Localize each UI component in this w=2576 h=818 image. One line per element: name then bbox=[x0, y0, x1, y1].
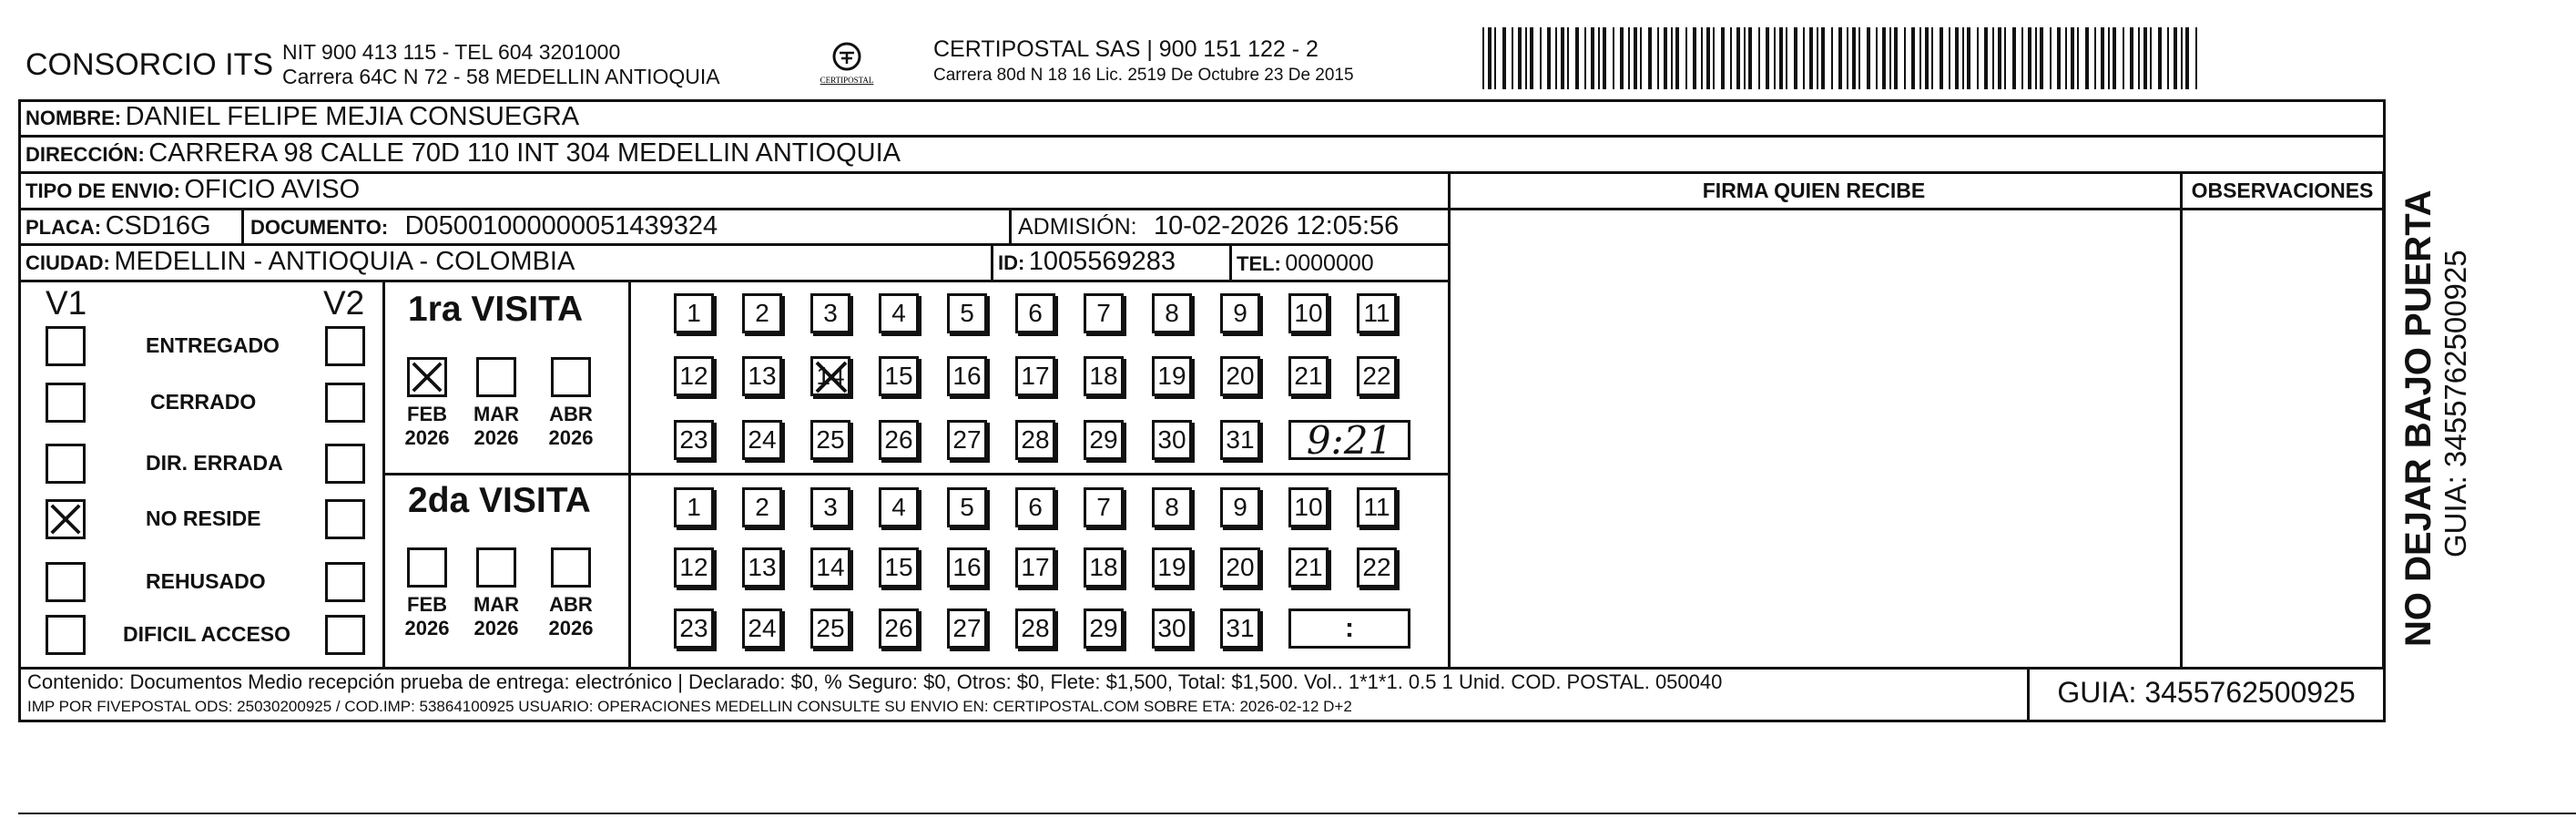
id-label: ID: bbox=[998, 251, 1025, 274]
barcode-bar bbox=[1525, 27, 1527, 89]
placa-value: CSD16G bbox=[105, 211, 211, 240]
day-box[interactable]: 27 bbox=[947, 420, 987, 460]
day-box[interactable]: 12 bbox=[674, 547, 714, 588]
barcode-bar bbox=[2123, 27, 2124, 89]
barcode-bar bbox=[1567, 27, 1569, 89]
barcode-bar bbox=[1512, 27, 1513, 89]
nombre-value: DANIEL FELIPE MEJIA CONSUEGRA bbox=[125, 102, 580, 131]
day-box[interactable]: 29 bbox=[1084, 608, 1124, 649]
barcode-bar bbox=[1919, 27, 1921, 89]
reason-label: ENTREGADO bbox=[146, 333, 280, 357]
barcode-bar bbox=[1967, 27, 1970, 89]
id-value: 1005569283 bbox=[1028, 247, 1176, 276]
tipo-row bbox=[25, 175, 360, 205]
barcode-bar bbox=[1876, 27, 1878, 89]
day-box[interactable]: 9 bbox=[1220, 487, 1260, 527]
day-box[interactable]: 28 bbox=[1015, 608, 1055, 649]
barcode-bar bbox=[1809, 27, 1813, 89]
day-box[interactable]: 31 bbox=[1220, 608, 1260, 649]
id-row bbox=[998, 247, 1176, 277]
v2-checkbox[interactable] bbox=[325, 326, 365, 366]
time-box[interactable]: 9:21 bbox=[1288, 420, 1410, 460]
month-label bbox=[400, 593, 454, 640]
side-guia: GUIA: 3455762500925 bbox=[2439, 250, 2472, 557]
v1-header: V1 bbox=[46, 284, 87, 322]
barcode-bar bbox=[2113, 27, 2116, 89]
barcode-bar bbox=[1730, 27, 1732, 89]
barcode-bar bbox=[2065, 27, 2067, 89]
barcode-bar bbox=[1955, 27, 1959, 89]
v1-checkbox[interactable] bbox=[46, 562, 86, 602]
barcode-bar bbox=[1847, 27, 1848, 89]
day-box[interactable]: 16 bbox=[947, 356, 987, 396]
barcode-bar bbox=[2028, 27, 2031, 89]
barcode-bar bbox=[1482, 27, 1484, 89]
tel-row bbox=[1237, 251, 1374, 277]
direccion-label: DIRECCIÓN: bbox=[25, 143, 145, 166]
barcode-bar bbox=[1992, 27, 1994, 89]
barcode-bar bbox=[1744, 27, 1746, 89]
v2-checkbox[interactable] bbox=[325, 615, 365, 655]
day-box[interactable]: 16 bbox=[947, 547, 987, 588]
reason-label: CERRADO bbox=[150, 390, 257, 414]
month-year: 2026 bbox=[473, 426, 519, 449]
month-label bbox=[400, 403, 454, 450]
company-name: CONSORCIO ITS bbox=[25, 47, 274, 82]
day-box[interactable]: 27 bbox=[947, 608, 987, 649]
v1-checkbox[interactable] bbox=[46, 383, 86, 423]
footer-content-line: Contenido: Documentos Medio recepción prueba de entrega: electrónico | Declarado: $0, % Seguro: $0, Otros: $0, Flete: $1,500, Total: $1,500. Vol.. 1*1*1. 0.5 1 Unid. COD. POSTAL. 050040 bbox=[27, 670, 1723, 693]
barcode-bar bbox=[2138, 27, 2140, 89]
barcode-bar bbox=[1664, 27, 1667, 89]
barcode-bar bbox=[1748, 27, 1752, 89]
day-box[interactable]: 2 bbox=[742, 293, 782, 333]
day-box[interactable]: 11 bbox=[1357, 293, 1397, 333]
footer-guia: GUIA: 3455762500925 bbox=[2057, 676, 2356, 709]
month-checkbox[interactable] bbox=[407, 357, 447, 397]
barcode-bar bbox=[2167, 27, 2169, 89]
v2-checkbox[interactable] bbox=[325, 444, 365, 484]
day-box[interactable]: 17 bbox=[1015, 547, 1055, 588]
barcode-bar bbox=[1540, 27, 1542, 89]
barcode-bar bbox=[2181, 27, 2183, 89]
day-box[interactable]: 14 bbox=[810, 547, 850, 588]
month-name: FEB bbox=[407, 403, 447, 425]
day-box[interactable]: 10 bbox=[1288, 293, 1329, 333]
day-box[interactable]: 6 bbox=[1015, 293, 1055, 333]
barcode-bar bbox=[1904, 27, 1906, 89]
logo-text: CERTIPOSTAL bbox=[820, 76, 874, 85]
day-box[interactable]: 30 bbox=[1152, 608, 1192, 649]
month-label bbox=[469, 593, 524, 640]
barcode-bar bbox=[1803, 27, 1805, 89]
day-box[interactable]: 13 bbox=[742, 356, 782, 396]
day-box[interactable]: 8 bbox=[1152, 293, 1192, 333]
month-checkbox[interactable] bbox=[476, 357, 516, 397]
day-box[interactable]: 4 bbox=[879, 487, 919, 527]
month-name: FEB bbox=[407, 593, 447, 616]
month-year: 2026 bbox=[404, 426, 450, 449]
barcode-bar bbox=[1613, 27, 1614, 89]
barcode-bar bbox=[1949, 27, 1950, 89]
barcode-bar bbox=[1640, 27, 1642, 89]
barcode-bar bbox=[2012, 27, 2016, 89]
day-box[interactable]: 7 bbox=[1084, 293, 1124, 333]
day-box[interactable]: 6 bbox=[1015, 487, 1055, 527]
documento-value: D05001000000051439324 bbox=[404, 211, 718, 240]
barcode-bar bbox=[1721, 27, 1725, 89]
day-box[interactable]: 25 bbox=[810, 420, 850, 460]
v1-checkbox[interactable] bbox=[46, 615, 86, 655]
barcode-bar bbox=[2077, 27, 2079, 89]
day-box[interactable]: 5 bbox=[947, 293, 987, 333]
day-box[interactable]: 7 bbox=[1084, 487, 1124, 527]
observaciones-area[interactable] bbox=[2184, 210, 2380, 666]
direccion-row bbox=[25, 138, 901, 169]
day-box[interactable]: 21 bbox=[1288, 356, 1329, 396]
day-box[interactable]: 22 bbox=[1357, 356, 1397, 396]
day-box[interactable]: 24 bbox=[742, 420, 782, 460]
barcode-bar bbox=[1620, 27, 1624, 89]
month-year: 2026 bbox=[548, 617, 594, 639]
barcode-bar bbox=[1794, 27, 1797, 89]
day-box[interactable]: 8 bbox=[1152, 487, 1192, 527]
barcode-bar bbox=[2040, 27, 2043, 89]
placa-label: PLACA: bbox=[25, 216, 102, 239]
observaciones-header: OBSERVACIONES bbox=[2191, 179, 2374, 202]
barcode-bar bbox=[1634, 27, 1637, 89]
day-box[interactable]: 5 bbox=[947, 487, 987, 527]
barcode-bar bbox=[1561, 27, 1564, 89]
barcode-bar bbox=[1488, 27, 1492, 89]
v2-checkbox[interactable] bbox=[325, 562, 365, 602]
documento-row bbox=[250, 211, 718, 241]
day-box[interactable]: 11 bbox=[1357, 487, 1397, 527]
tel-label: TEL: bbox=[1237, 252, 1281, 275]
barcode-bar bbox=[1685, 27, 1687, 89]
day-box[interactable]: 10 bbox=[1288, 487, 1329, 527]
day-box[interactable]: 18 bbox=[1084, 356, 1124, 396]
day-box[interactable]: 20 bbox=[1220, 356, 1260, 396]
certipostal-logo bbox=[810, 38, 883, 93]
barcode-bar bbox=[1838, 27, 1842, 89]
barcode-bar bbox=[1547, 27, 1551, 89]
barcode-bar bbox=[1758, 27, 1760, 89]
month-name: ABR bbox=[549, 593, 593, 616]
day-box[interactable]: 26 bbox=[879, 608, 919, 649]
day-box[interactable]: 21 bbox=[1288, 547, 1329, 588]
visit2-title: 2da VISITA bbox=[408, 481, 591, 520]
barcode-bar bbox=[1494, 27, 1496, 89]
v1-checkbox[interactable] bbox=[46, 326, 86, 366]
day-box[interactable]: 15 bbox=[879, 547, 919, 588]
barcode-bar bbox=[1648, 27, 1652, 89]
barcode-bar bbox=[2174, 27, 2177, 89]
firma-header: FIRMA QUIEN RECIBE bbox=[1702, 179, 1926, 202]
barcode-bar bbox=[1706, 27, 1710, 89]
footer-print-line: IMP POR FIVEPOSTAL ODS: 25030200925 / COD.IMP: 53864100925 USUARIO: OPERACIONES MEDELLIN CONSULTE SU ENVIO EN: CERTIPOSTAL.COM SOBRE ETA: 2026-02-12 D+2 bbox=[27, 698, 1352, 715]
day-box[interactable]: 4 bbox=[879, 293, 919, 333]
day-box[interactable]: 31 bbox=[1220, 420, 1260, 460]
barcode-bar bbox=[2108, 27, 2110, 89]
barcode-bar bbox=[1603, 27, 1606, 89]
x-mark-icon bbox=[410, 360, 444, 394]
tipo-label: TIPO DE ENVIO: bbox=[25, 179, 180, 202]
day-box[interactable]: 1 bbox=[674, 487, 714, 527]
day-box[interactable]: 30 bbox=[1152, 420, 1192, 460]
day-box[interactable]: 20 bbox=[1220, 547, 1260, 588]
barcode-bar bbox=[1984, 27, 1988, 89]
reason-label: DIR. ERRADA bbox=[146, 451, 283, 475]
barcode-bar bbox=[1555, 27, 1557, 89]
documento-label: DOCUMENTO: bbox=[250, 216, 389, 239]
barcode-bar bbox=[1502, 27, 1506, 89]
month-year: 2026 bbox=[404, 617, 450, 639]
barcode-bar bbox=[1657, 27, 1659, 89]
admision-row bbox=[1018, 211, 1399, 241]
nombre-label: NOMBRE: bbox=[25, 107, 122, 129]
barcode-bar bbox=[1575, 27, 1579, 89]
firma-area[interactable] bbox=[1451, 210, 2178, 666]
admision-label: ADMISIÓN: bbox=[1018, 214, 1137, 240]
placa-row bbox=[25, 211, 211, 241]
day-box[interactable]: 28 bbox=[1015, 420, 1055, 460]
side-text-area bbox=[2395, 102, 2472, 647]
barcode-bar bbox=[1889, 27, 1891, 89]
barcode-bar bbox=[1894, 27, 1898, 89]
day-box[interactable]: 23 bbox=[674, 608, 714, 649]
ciudad-row bbox=[25, 247, 575, 277]
day-box[interactable]: 3 bbox=[810, 293, 850, 333]
month-label bbox=[544, 593, 598, 640]
v2-checkbox[interactable] bbox=[325, 383, 365, 423]
carrier-name: CERTIPOSTAL SAS | 900 151 122 - 2 bbox=[933, 36, 1319, 62]
barcode-bar bbox=[1591, 27, 1594, 89]
day-box[interactable]: 15 bbox=[879, 356, 919, 396]
no-dejar-bajo-puerta: NO DEJAR BAJO PUERTA bbox=[2398, 189, 2439, 647]
x-mark-icon bbox=[48, 502, 83, 537]
month-name: MAR bbox=[473, 403, 520, 425]
barcode-bar bbox=[2004, 27, 2006, 89]
barcode-bar bbox=[1867, 27, 1870, 89]
barcode bbox=[1482, 27, 2206, 89]
day-box[interactable]: 25 bbox=[810, 608, 850, 649]
barcode-bar bbox=[2021, 27, 2023, 89]
barcode-bar bbox=[1779, 27, 1783, 89]
reason-label: DIFICIL ACCESO bbox=[123, 622, 291, 646]
day-box[interactable]: 2 bbox=[742, 487, 782, 527]
month-name: MAR bbox=[473, 593, 520, 616]
barcode-bar bbox=[1675, 27, 1679, 89]
v1-checkbox[interactable] bbox=[46, 499, 86, 539]
month-label bbox=[544, 403, 598, 450]
ciudad-value: MEDELLIN - ANTIOQUIA - COLOMBIA bbox=[114, 247, 575, 276]
barcode-bar bbox=[2150, 27, 2152, 89]
day-box[interactable]: 17 bbox=[1015, 356, 1055, 396]
day-box[interactable]: 22 bbox=[1357, 547, 1397, 588]
barcode-bar bbox=[1940, 27, 1943, 89]
barcode-bar bbox=[2101, 27, 2104, 89]
barcode-bar bbox=[1598, 27, 1600, 89]
admision-value: 10-02-2026 12:05:56 bbox=[1154, 211, 1400, 240]
barcode-bar bbox=[1931, 27, 1933, 89]
barcode-bar bbox=[1831, 27, 1833, 89]
nombre-row bbox=[25, 102, 579, 132]
day-box[interactable]: 29 bbox=[1084, 420, 1124, 460]
barcode-bar bbox=[1998, 27, 2001, 89]
barcode-bar bbox=[1911, 27, 1915, 89]
month-year: 2026 bbox=[548, 426, 594, 449]
barcode-bar bbox=[1852, 27, 1856, 89]
barcode-bar bbox=[2035, 27, 2037, 89]
month-name: ABR bbox=[549, 403, 593, 425]
direccion-value: CARRERA 98 CALLE 70D 110 INT 304 MEDELLIN ANTIOQUIA bbox=[148, 138, 901, 168]
month-checkbox[interactable] bbox=[407, 547, 447, 588]
month-label bbox=[469, 403, 524, 450]
barcode-bar bbox=[1774, 27, 1776, 89]
day-box[interactable] bbox=[810, 356, 850, 396]
barcode-bar bbox=[1518, 27, 1522, 89]
day-box[interactable]: 23 bbox=[674, 420, 714, 460]
barcode-bar bbox=[2071, 27, 2074, 89]
day-number: 14 bbox=[816, 362, 845, 390]
day-box[interactable]: 13 bbox=[742, 547, 782, 588]
barcode-bar bbox=[1628, 27, 1630, 89]
barcode-bar bbox=[1736, 27, 1740, 89]
barcode-bar bbox=[2185, 27, 2189, 89]
barcode-bar bbox=[1530, 27, 1533, 89]
barcode-bar bbox=[1671, 27, 1673, 89]
barcode-bar bbox=[2050, 27, 2052, 89]
company-address: Carrera 64C N 72 - 58 MEDELLIN ANTIOQUIA bbox=[282, 65, 720, 88]
month-checkbox[interactable] bbox=[551, 547, 591, 588]
time-box[interactable]: : bbox=[1288, 608, 1410, 649]
reason-label: NO RESIDE bbox=[146, 506, 261, 530]
carrier-address: Carrera 80d N 18 16 Lic. 2519 De Octubre 23 De 2015 bbox=[933, 66, 1354, 85]
v2-header: V2 bbox=[323, 284, 365, 322]
barcode-bar bbox=[1786, 27, 1787, 89]
day-box[interactable]: 9 bbox=[1220, 293, 1260, 333]
day-box[interactable]: 18 bbox=[1084, 547, 1124, 588]
tel-value: 0000000 bbox=[1285, 251, 1374, 276]
barcode-bar bbox=[2085, 27, 2089, 89]
day-box[interactable]: 19 bbox=[1152, 356, 1192, 396]
barcode-bar bbox=[2158, 27, 2162, 89]
day-box[interactable]: 3 bbox=[810, 487, 850, 527]
barcode-bar bbox=[1977, 27, 1979, 89]
barcode-bar bbox=[1701, 27, 1703, 89]
visit1-title: 1ra VISITA bbox=[408, 290, 584, 329]
month-year: 2026 bbox=[473, 617, 519, 639]
barcode-bar bbox=[2094, 27, 2096, 89]
v2-checkbox[interactable] bbox=[325, 499, 365, 539]
barcode-bar bbox=[1817, 27, 1818, 89]
reason-label: REHUSADO bbox=[146, 569, 266, 593]
day-box[interactable]: 26 bbox=[879, 420, 919, 460]
barcode-bar bbox=[1858, 27, 1860, 89]
barcode-bar bbox=[2057, 27, 2061, 89]
barcode-bar bbox=[2130, 27, 2133, 89]
barcode-bar bbox=[1962, 27, 1964, 89]
barcode-bar bbox=[1821, 27, 1825, 89]
x-mark-icon bbox=[813, 359, 850, 395]
barcode-bar bbox=[1693, 27, 1696, 89]
month-checkbox[interactable] bbox=[476, 547, 516, 588]
ciudad-label: CIUDAD: bbox=[25, 251, 110, 274]
v1-checkbox[interactable] bbox=[46, 444, 86, 484]
barcode-bar bbox=[2143, 27, 2147, 89]
barcode-bar bbox=[1584, 27, 1586, 89]
month-checkbox[interactable] bbox=[551, 357, 591, 397]
tipo-value: OFICIO AVISO bbox=[184, 175, 361, 204]
barcode-bar bbox=[1766, 27, 1769, 89]
barcode-bar bbox=[1925, 27, 1929, 89]
day-box[interactable]: 19 bbox=[1152, 547, 1192, 588]
day-box[interactable]: 24 bbox=[742, 608, 782, 649]
day-box[interactable]: 12 bbox=[674, 356, 714, 396]
barcode-bar bbox=[2195, 27, 2197, 89]
barcode-bar bbox=[1713, 27, 1715, 89]
company-nit: NIT 900 413 115 - TEL 604 3201000 bbox=[282, 40, 621, 64]
day-box[interactable]: 1 bbox=[674, 293, 714, 333]
barcode-bar bbox=[1882, 27, 1886, 89]
